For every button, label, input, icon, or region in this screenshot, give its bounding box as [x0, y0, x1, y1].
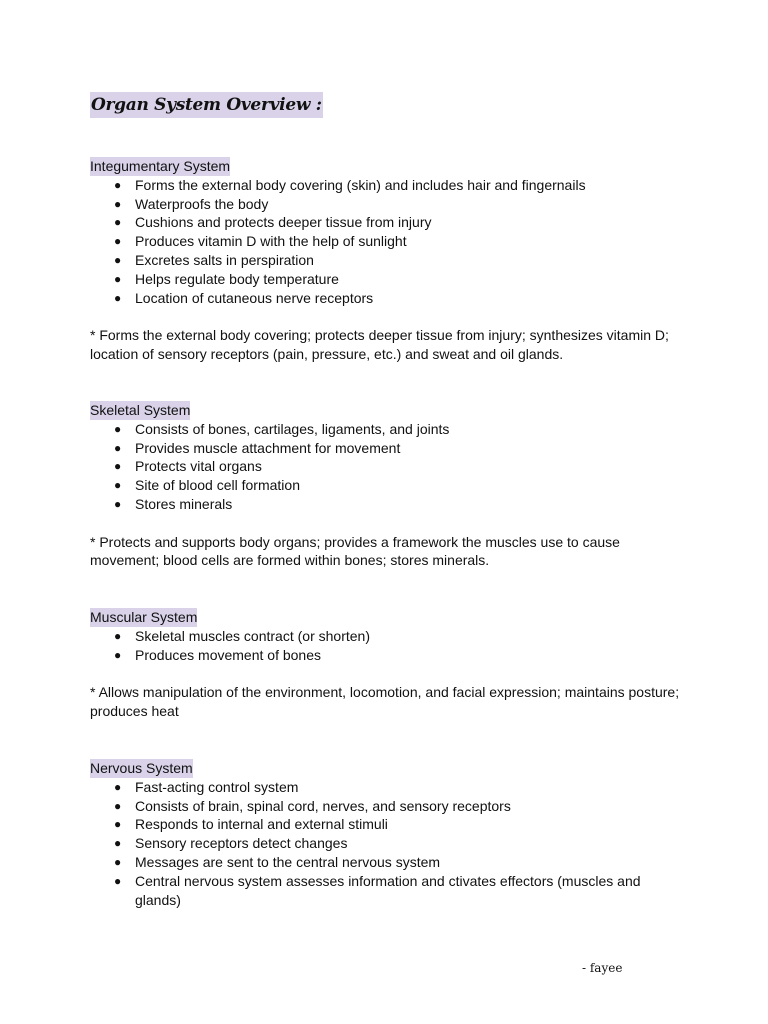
section-summary-integumentary: * Forms the external body covering; protects deeper tissue from injury; synthesizes vitamin D; location of sensory receptors (pain, pressure, etc.) and sweat and oil glands. — [90, 327, 669, 362]
section-muscular — [90, 608, 690, 721]
bullet-icon: ● — [114, 421, 122, 436]
bullet-icon: ● — [114, 440, 122, 455]
section-heading-integumentary: Integumentary System — [90, 158, 231, 174]
bullet-icon: ● — [114, 459, 122, 474]
bullet-icon: ● — [114, 496, 122, 511]
bullet-list-nervous — [90, 778, 690, 910]
list-item: ● Fast-acting control system — [114, 778, 299, 795]
page-title: Organ System Overview : — [90, 92, 323, 118]
bullet-icon: ● — [114, 196, 122, 211]
section-heading-skeletal: Skeletal System — [90, 402, 191, 418]
bullet-icon: ● — [114, 177, 122, 192]
bullet-list-skeletal — [90, 420, 690, 514]
list-item: ● Skeletal muscles contract (or shorten) — [114, 627, 370, 644]
bullet-icon: ● — [114, 252, 122, 267]
bullet-icon: ● — [114, 836, 122, 851]
bullet-icon: ● — [114, 478, 122, 493]
list-item: ● Cushions and protects deeper tissue from injury — [114, 214, 432, 231]
list-item: ● Location of cutaneous nerve receptors — [114, 289, 374, 306]
section-summary-skeletal: * Protects and supports body organs; provides a framework the muscles use to cause movement; blood cells are formed within bones; stores minerals. — [90, 533, 620, 569]
bullet-icon: ● — [114, 290, 122, 305]
section-summary-muscular: * Allows manipulation of the environment, locomotion, and facial expression; maintains posture; produces heat — [90, 684, 680, 719]
bullet-icon: ● — [114, 817, 122, 832]
list-item: ● Site of blood cell formation — [114, 477, 300, 494]
list-item: ● Protects vital organs — [114, 458, 262, 475]
list-item: ● Stores minerals — [114, 495, 233, 512]
list-item: ● Produces vitamin D with the help of sunlight — [114, 233, 407, 250]
bullet-icon: ● — [114, 779, 122, 794]
bullet-icon: ● — [114, 215, 122, 230]
bullet-icon: ● — [114, 873, 122, 888]
section-integumentary — [90, 157, 690, 364]
bullet-icon: ● — [114, 647, 122, 662]
list-item: ● Consists of brain, spinal cord, nerves, and sensory receptors — [114, 797, 511, 814]
list-item: ● Provides muscle attachment for movement — [114, 439, 401, 456]
list-item: ● Helps regulate body temperature — [114, 270, 339, 287]
section-skeletal — [90, 401, 690, 570]
bullet-icon: ● — [114, 628, 122, 643]
list-item: ● Responds to internal and external stimuli — [114, 816, 388, 833]
list-item: ● Excretes salts in perspiration — [114, 251, 314, 268]
bullet-icon: ● — [114, 854, 122, 869]
section-nervous — [90, 759, 690, 909]
bullet-list-muscular — [90, 627, 690, 665]
list-item: ● Produces movement of bones — [114, 646, 321, 663]
bullet-icon: ● — [114, 271, 122, 286]
list-item: ● Consists of bones, cartilages, ligaments, and joints — [114, 420, 450, 437]
section-heading-nervous: Nervous System — [90, 760, 193, 776]
list-item: ● Waterproofs the body — [114, 195, 269, 212]
bullet-icon: ● — [114, 234, 122, 249]
author-signature: - fayee — [582, 961, 623, 975]
list-item: ● Sensory receptors detect changes — [114, 835, 348, 852]
list-item: ● Forms the external body covering (skin) and includes hair and fingernails — [114, 176, 586, 193]
bullet-list-integumentary — [90, 176, 690, 308]
list-item: ● Central nervous system assesses information and ctivates effectors (muscles and glands) — [114, 872, 641, 908]
section-heading-muscular: Muscular System — [90, 609, 198, 625]
list-item: ● Messages are sent to the central nervous system — [114, 853, 441, 870]
bullet-icon: ● — [114, 798, 122, 813]
